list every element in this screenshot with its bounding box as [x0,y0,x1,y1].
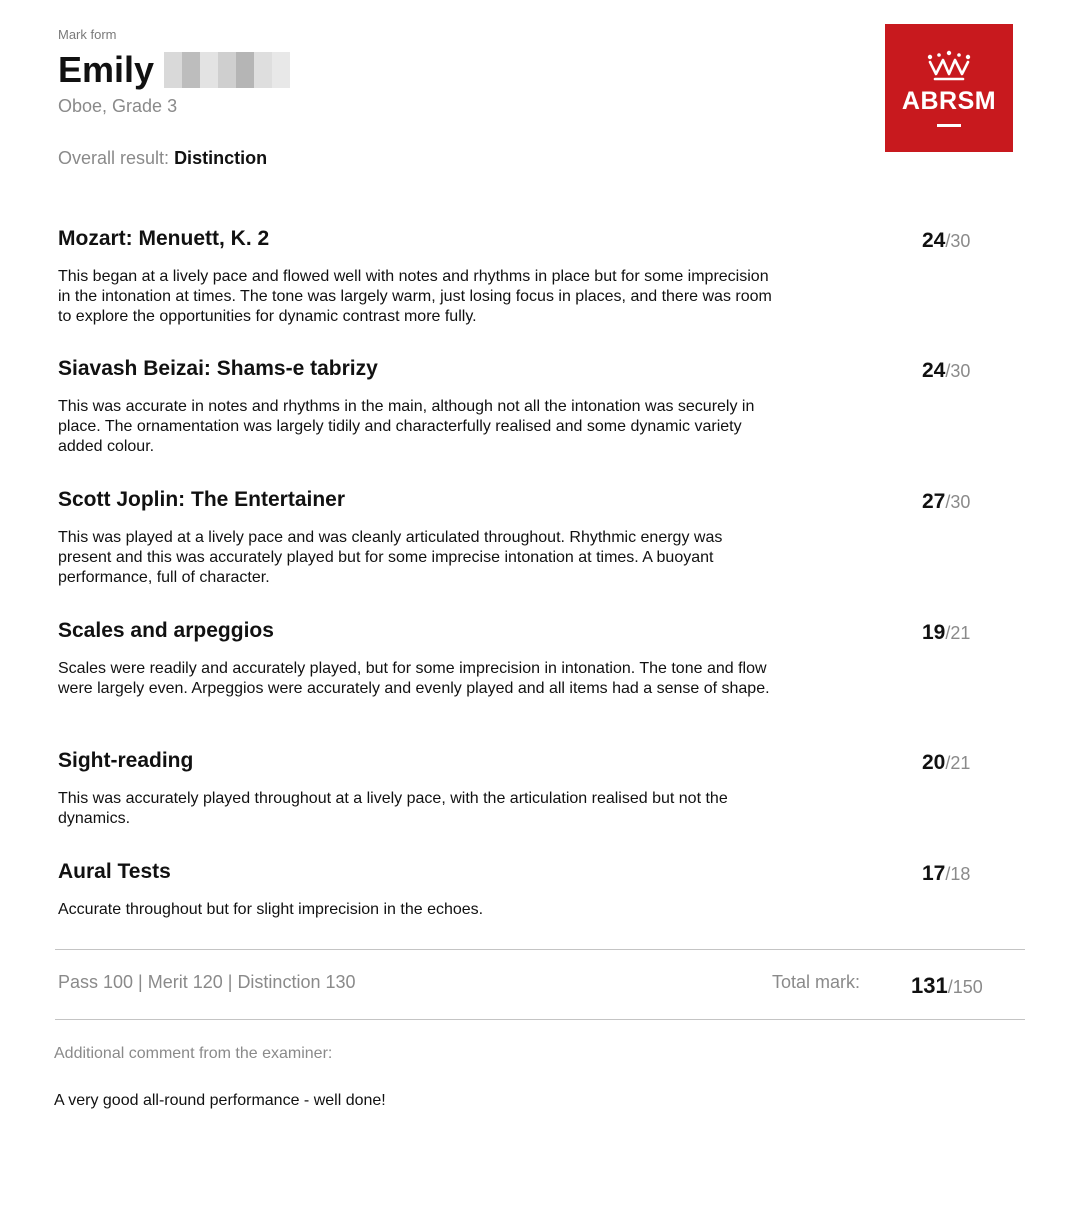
section-mark [922,490,970,514]
section-title: Mozart: Menuett, K. 2 [58,227,270,250]
mark-max: /21 [945,623,971,643]
overall-result-value: Distinction [174,148,268,168]
candidate-first-name: Emily [58,49,155,90]
overall-result-label: Overall result: [58,148,170,168]
section-comment: Accurate throughout but for slight imprecision in the echoes. [58,901,484,918]
section-mark [922,359,970,383]
mark-max: /18 [945,864,971,884]
mark-max: /30 [945,231,971,251]
section-comment: This was accurately played throughout at a lively pace, with the articulation realised but not the dynamics. [58,790,728,827]
section-title: Scales and arpeggios [58,619,274,642]
instrument-grade: Oboe, Grade 3 [58,96,178,116]
divider [55,1019,1025,1020]
examiner-comment: A very good all-round performance - well done! [54,1092,386,1109]
section-mark [922,229,970,253]
total-max: /150 [947,977,983,997]
abrsm-logo [885,24,1013,152]
section-mark [922,751,970,775]
total-mark [911,973,983,999]
section-title: Sight-reading [58,749,194,772]
mark-max: /30 [945,361,971,381]
section-comment: Scales were readily and accurately played, but for some imprecision in intonation. The tone and flow were largely even. Arpeggios were accurately and evenly played and all items had a sense of shape. [58,660,770,697]
mark-score: 24 [922,359,946,382]
mark-max: /30 [945,492,971,512]
mark-max: /21 [945,753,971,773]
section-mark [922,621,970,645]
grade-thresholds: Pass 100 | Merit 120 | Distinction 130 [58,972,356,992]
section-comment: This was accurate in notes and rhythms in the main, although not all the intonation was securely in place. The ornamentation was largely tidily and characterfully realised and some dynamic variety added colour. [58,398,755,455]
section-comment: This began at a lively pace and flowed well with notes and rhythms in place but for some imprecision in the intonation at times. The tone was largely warm, just losing focus in places, and there was room to explore the opportunities for dynamic contrast more fully. [58,268,772,325]
mark-score: 17 [922,862,946,885]
examiner-comment-label: Additional comment from the examiner: [54,1045,333,1062]
divider [55,949,1025,950]
logo-bar [937,124,961,127]
logo-text: ABRSM [901,87,997,115]
crown-icon [926,48,972,82]
total-mark-label: Total mark: [772,972,861,992]
mark-score: 24 [922,229,946,252]
mark-score: 27 [922,490,946,513]
overall-result [58,148,267,169]
section-mark [922,862,970,886]
mark-score: 19 [922,621,946,644]
candidate-name [58,49,290,91]
mark-score: 20 [922,751,946,774]
section-comment: This was played at a lively pace and was cleanly articulated throughout. Rhythmic energy was present and this was accurately played but for some imprecise intonation at times. A buoyant performance, full of character. [58,529,723,586]
form-label: Mark form [58,27,117,42]
total-score: 131 [911,973,948,998]
section-title: Siavash Beizai: Shams-e tabrizy [58,357,378,380]
redacted-surname [164,51,290,89]
section-title: Aural Tests [58,860,171,883]
section-title: Scott Joplin: The Entertainer [58,488,346,511]
